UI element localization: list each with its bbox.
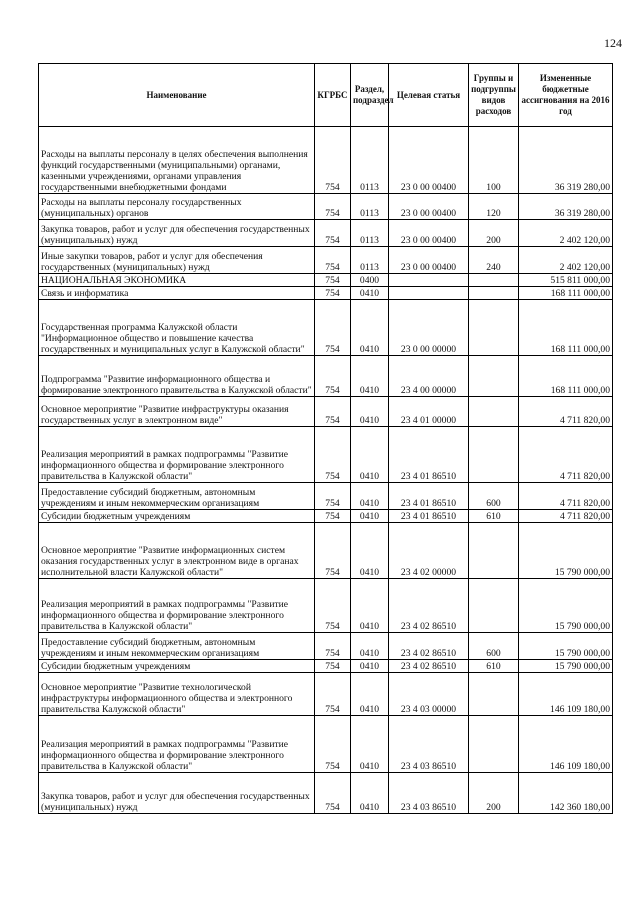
cell-kgrbs: 754	[315, 274, 351, 287]
budget-table	[38, 63, 613, 814]
cell-section: 0410	[351, 523, 389, 579]
cell-section: 0410	[351, 397, 389, 427]
cell-section: 0113	[351, 194, 389, 220]
cell-target: 23 4 03 86510	[389, 716, 469, 773]
cell-amount: 4 711 820,00	[519, 427, 613, 483]
cell-section: 0410	[351, 773, 389, 814]
cell-group	[469, 300, 519, 356]
cell-kgrbs: 754	[315, 300, 351, 356]
table-row	[39, 127, 613, 194]
cell-section: 0410	[351, 510, 389, 523]
cell-name: Закупка товаров, работ и услуг для обеспечения государственных (муниципальных) нужд	[39, 220, 315, 247]
cell-kgrbs: 754	[315, 127, 351, 194]
cell-kgrbs: 754	[315, 633, 351, 660]
table-row	[39, 194, 613, 220]
cell-amount: 168 111 000,00	[519, 356, 613, 397]
cell-group	[469, 397, 519, 427]
cell-amount: 15 790 000,00	[519, 660, 613, 673]
cell-section: 0113	[351, 247, 389, 274]
page-number: 124	[604, 36, 622, 50]
cell-amount: 146 109 180,00	[519, 716, 613, 773]
cell-group: 610	[469, 510, 519, 523]
cell-group: 120	[469, 194, 519, 220]
cell-name: Реализация мероприятий в рамках подпрограммы "Развитие информационного общества и формирование электронного правительства в Калужской области"	[39, 427, 315, 483]
cell-target: 23 4 00 00000	[389, 356, 469, 397]
cell-amount: 36 319 280,00	[519, 194, 613, 220]
cell-kgrbs: 754	[315, 673, 351, 716]
table-row	[39, 633, 613, 660]
cell-name: Иные закупки товаров, работ и услуг для обеспечения государственных (муниципальных) нужд	[39, 247, 315, 274]
cell-group: 240	[469, 247, 519, 274]
header-row	[39, 64, 613, 127]
cell-group	[469, 356, 519, 397]
table-row	[39, 220, 613, 247]
cell-target: 23 4 01 86510	[389, 483, 469, 510]
cell-section: 0410	[351, 673, 389, 716]
cell-group: 610	[469, 660, 519, 673]
cell-amount: 168 111 000,00	[519, 287, 613, 300]
cell-name: Основное мероприятие "Развитие информационных систем оказания государственных услуг в электронном виде в органах исполнительной власти Калужской области"	[39, 523, 315, 579]
cell-kgrbs: 754	[315, 716, 351, 773]
cell-kgrbs: 754	[315, 194, 351, 220]
cell-section: 0410	[351, 579, 389, 633]
cell-section: 0410	[351, 483, 389, 510]
cell-target: 23 0 00 00400	[389, 127, 469, 194]
cell-name: Предоставление субсидий бюджетным, автономным учреждениям и иным некоммерческим организациям	[39, 483, 315, 510]
cell-section: 0410	[351, 287, 389, 300]
cell-amount: 15 790 000,00	[519, 523, 613, 579]
cell-name: Субсидии бюджетным учреждениям	[39, 510, 315, 523]
cell-name: Расходы на выплаты персоналу государственных (муниципальных) органов	[39, 194, 315, 220]
cell-section: 0410	[351, 660, 389, 673]
table-row	[39, 673, 613, 716]
cell-target: 23 4 01 00000	[389, 397, 469, 427]
cell-target: 23 4 01 86510	[389, 510, 469, 523]
cell-kgrbs: 754	[315, 523, 351, 579]
table-row	[39, 300, 613, 356]
cell-group: 100	[469, 127, 519, 194]
cell-kgrbs: 754	[315, 510, 351, 523]
cell-amount: 4 711 820,00	[519, 510, 613, 523]
cell-name: Расходы на выплаты персоналу в целях обеспечения выполнения функций государственными (муниципальными) органами, казенными учреждениями, органами управления государственными внебюджетными фондами	[39, 127, 315, 194]
col-header-group: Группы и подгруппы видов расходов	[469, 64, 519, 127]
cell-target: 23 4 03 00000	[389, 673, 469, 716]
cell-target: 23 4 02 86510	[389, 660, 469, 673]
cell-target: 23 0 00 00400	[389, 220, 469, 247]
cell-target: 23 4 02 86510	[389, 633, 469, 660]
cell-kgrbs: 754	[315, 220, 351, 247]
col-header-amount: Измененные бюджетные ассигнования на 2016 год	[519, 64, 613, 127]
cell-name: Подпрограмма "Развитие информационного общества и формирование электронного правительства в Калужской области"	[39, 356, 315, 397]
cell-target: 23 4 02 86510	[389, 579, 469, 633]
col-header-target: Целевая статья	[389, 64, 469, 127]
cell-name: Субсидии бюджетным учреждениям	[39, 660, 315, 673]
cell-section: 0410	[351, 356, 389, 397]
table-row	[39, 773, 613, 814]
cell-group	[469, 274, 519, 287]
cell-name: Связь и информатика	[39, 287, 315, 300]
cell-name: НАЦИОНАЛЬНАЯ ЭКОНОМИКА	[39, 274, 315, 287]
cell-kgrbs: 754	[315, 579, 351, 633]
cell-group	[469, 716, 519, 773]
cell-amount: 15 790 000,00	[519, 633, 613, 660]
cell-group: 200	[469, 773, 519, 814]
cell-name: Реализация мероприятий в рамках подпрограммы "Развитие информационного общества и формирование электронного правительства в Калужской области"	[39, 579, 315, 633]
cell-kgrbs: 754	[315, 287, 351, 300]
table-row	[39, 427, 613, 483]
cell-amount: 2 402 120,00	[519, 220, 613, 247]
table-row	[39, 579, 613, 633]
cell-amount: 142 360 180,00	[519, 773, 613, 814]
cell-section: 0410	[351, 427, 389, 483]
table-row	[39, 716, 613, 773]
table-row	[39, 356, 613, 397]
cell-group: 600	[469, 483, 519, 510]
cell-group	[469, 523, 519, 579]
cell-group	[469, 287, 519, 300]
table-row	[39, 247, 613, 274]
cell-target	[389, 287, 469, 300]
cell-amount: 36 319 280,00	[519, 127, 613, 194]
col-header-name: Наименование	[39, 64, 315, 127]
cell-amount: 146 109 180,00	[519, 673, 613, 716]
cell-target: 23 0 00 00400	[389, 247, 469, 274]
cell-name: Основное мероприятие "Развитие инфраструктуры оказания государственных услуг в электронном виде"	[39, 397, 315, 427]
cell-amount: 168 111 000,00	[519, 300, 613, 356]
cell-kgrbs: 754	[315, 427, 351, 483]
cell-name: Основное мероприятие "Развитие технологической инфраструктуры информационного общества и электронного правительства Калужской области"	[39, 673, 315, 716]
cell-target: 23 4 03 86510	[389, 773, 469, 814]
cell-section: 0410	[351, 300, 389, 356]
cell-section: 0410	[351, 633, 389, 660]
cell-target: 23 0 00 00000	[389, 300, 469, 356]
cell-section: 0410	[351, 716, 389, 773]
table-row	[39, 287, 613, 300]
cell-amount: 15 790 000,00	[519, 579, 613, 633]
cell-amount: 4 711 820,00	[519, 483, 613, 510]
cell-group: 200	[469, 220, 519, 247]
cell-name: Реализация мероприятий в рамках подпрограммы "Развитие информационного общества и формирование электронного правительства в Калужской области"	[39, 716, 315, 773]
table-row	[39, 483, 613, 510]
cell-amount: 4 711 820,00	[519, 397, 613, 427]
cell-amount: 515 811 000,00	[519, 274, 613, 287]
cell-target	[389, 274, 469, 287]
table-row	[39, 510, 613, 523]
cell-target: 23 4 02 00000	[389, 523, 469, 579]
cell-name: Предоставление субсидий бюджетным, автономным учреждениям и иным некоммерческим организациям	[39, 633, 315, 660]
cell-group	[469, 427, 519, 483]
cell-kgrbs: 754	[315, 247, 351, 274]
cell-group	[469, 579, 519, 633]
col-header-kgrbs: КГРБС	[315, 64, 351, 127]
cell-kgrbs: 754	[315, 397, 351, 427]
cell-section: 0113	[351, 220, 389, 247]
cell-kgrbs: 754	[315, 356, 351, 397]
cell-section: 0400	[351, 274, 389, 287]
cell-group	[469, 673, 519, 716]
table-row	[39, 274, 613, 287]
cell-name: Государственная программа Калужской области "Информационное общество и повышение качества государственных и муниципальных услуг в Калужской области"	[39, 300, 315, 356]
cell-kgrbs: 754	[315, 660, 351, 673]
cell-target: 23 4 01 86510	[389, 427, 469, 483]
cell-amount: 2 402 120,00	[519, 247, 613, 274]
cell-group: 600	[469, 633, 519, 660]
cell-section: 0113	[351, 127, 389, 194]
table-row	[39, 397, 613, 427]
cell-target: 23 0 00 00400	[389, 194, 469, 220]
cell-kgrbs: 754	[315, 483, 351, 510]
cell-kgrbs: 754	[315, 773, 351, 814]
table-row	[39, 523, 613, 579]
table-row	[39, 660, 613, 673]
cell-name: Закупка товаров, работ и услуг для обеспечения государственных (муниципальных) нужд	[39, 773, 315, 814]
col-header-section: Раздел, подраздел	[351, 64, 389, 127]
